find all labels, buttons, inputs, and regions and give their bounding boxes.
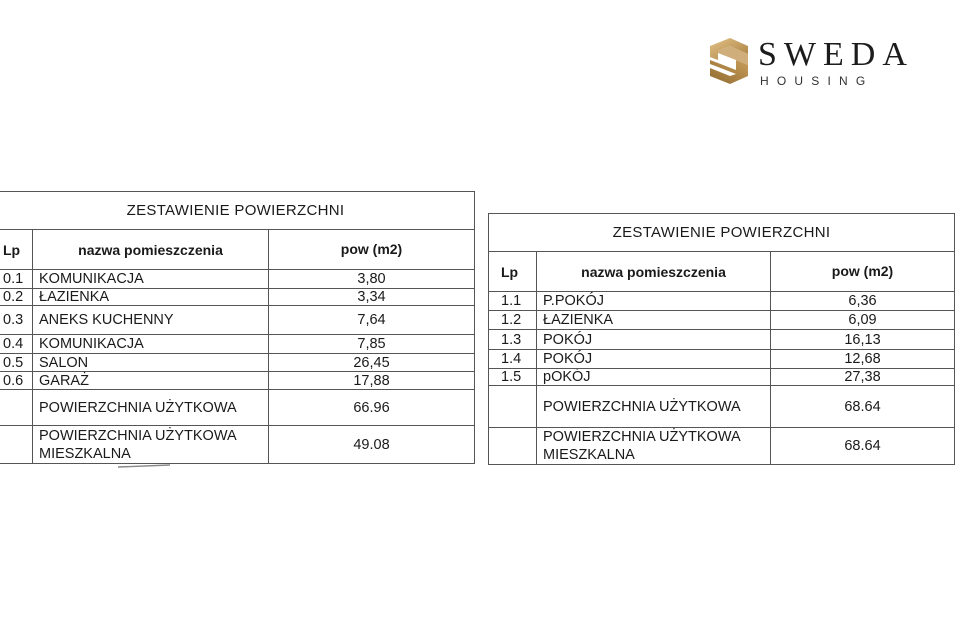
total-label: POWIERZCHNIA UŻYTKOWA — [537, 386, 771, 428]
table-title: ZESTAWIENIE POWIERZCHNI — [489, 214, 955, 252]
total-row — [489, 428, 955, 465]
area-table-first-floor — [488, 213, 955, 465]
table-row — [0, 306, 475, 335]
row-lp: 0.2 — [0, 289, 33, 306]
row-room-name: KOMUNIKACJA — [33, 270, 269, 289]
empty-cell — [489, 386, 537, 428]
scan-mark — [118, 464, 170, 468]
row-area: 7,64 — [269, 306, 475, 335]
logo-subtitle: HOUSING — [760, 74, 874, 88]
total-label: POWIERZCHNIA UŻYTKOWA MIESZKALNA — [537, 428, 771, 465]
total-area: 49.08 — [269, 426, 475, 464]
sweda-housing-logo — [706, 38, 914, 88]
row-area: 12,68 — [771, 350, 955, 369]
row-lp: 1.5 — [489, 369, 537, 386]
table-row — [0, 372, 475, 390]
table-row — [489, 350, 955, 369]
empty-cell — [489, 428, 537, 465]
row-lp: 1.1 — [489, 292, 537, 311]
row-lp: 1.4 — [489, 350, 537, 369]
table-row — [0, 289, 475, 306]
row-area: 7,85 — [269, 335, 475, 354]
row-area: 17,88 — [269, 372, 475, 390]
row-lp: 0.1 — [0, 270, 33, 289]
total-area: 68.64 — [771, 386, 955, 428]
header-area: pow (m2) — [269, 230, 475, 270]
area-table-ground-floor — [0, 191, 475, 464]
row-lp: 1.3 — [489, 330, 537, 350]
header-lp: Lp — [489, 252, 537, 292]
table-row — [489, 292, 955, 311]
empty-cell — [0, 426, 33, 464]
table-row — [0, 270, 475, 289]
row-room-name: SALON — [33, 354, 269, 372]
row-area: 27,38 — [771, 369, 955, 386]
row-area: 3,80 — [269, 270, 475, 289]
row-area: 6,36 — [771, 292, 955, 311]
row-room-name: GARAŻ — [33, 372, 269, 390]
row-room-name: POKÓJ — [537, 350, 771, 369]
total-area: 66.96 — [269, 390, 475, 426]
total-label: POWIERZCHNIA UŻYTKOWA — [33, 390, 269, 426]
row-room-name: KOMUNIKACJA — [33, 335, 269, 354]
row-room-name: P.POKÓJ — [537, 292, 771, 311]
table-row — [489, 330, 955, 350]
row-area: 6,09 — [771, 311, 955, 330]
row-lp: 0.6 — [0, 372, 33, 390]
total-row — [489, 386, 955, 428]
table-row — [489, 311, 955, 330]
row-lp: 0.5 — [0, 354, 33, 372]
table-row — [489, 369, 955, 386]
header-area: pow (m2) — [771, 252, 955, 292]
table-row — [0, 354, 475, 372]
total-label: POWIERZCHNIA UŻYTKOWA MIESZKALNA — [33, 426, 269, 464]
row-room-name: ŁAZIENKA — [537, 311, 771, 330]
row-area: 3,34 — [269, 289, 475, 306]
row-lp: 0.4 — [0, 335, 33, 354]
total-row — [0, 390, 475, 426]
row-room-name: ŁAZIENKA — [33, 289, 269, 306]
empty-cell — [0, 390, 33, 426]
header-room-name: nazwa pomieszczenia — [537, 252, 771, 292]
row-room-name: POKÓJ — [537, 330, 771, 350]
row-lp: 0.3 — [0, 306, 33, 335]
row-lp: 1.2 — [489, 311, 537, 330]
row-room-name: pOKÓJ — [537, 369, 771, 386]
sweda-logo-mark-icon — [706, 38, 748, 88]
row-room-name: ANEKS KUCHENNY — [33, 306, 269, 335]
total-row — [0, 426, 475, 464]
total-area: 68.64 — [771, 428, 955, 465]
row-area: 16,13 — [771, 330, 955, 350]
table-row — [0, 335, 475, 354]
table-title: ZESTAWIENIE POWIERZCHNI — [0, 192, 475, 230]
logo-wordmark: SWEDA — [758, 36, 914, 73]
row-area: 26,45 — [269, 354, 475, 372]
header-lp: Lp — [0, 230, 33, 270]
header-room-name: nazwa pomieszczenia — [33, 230, 269, 270]
